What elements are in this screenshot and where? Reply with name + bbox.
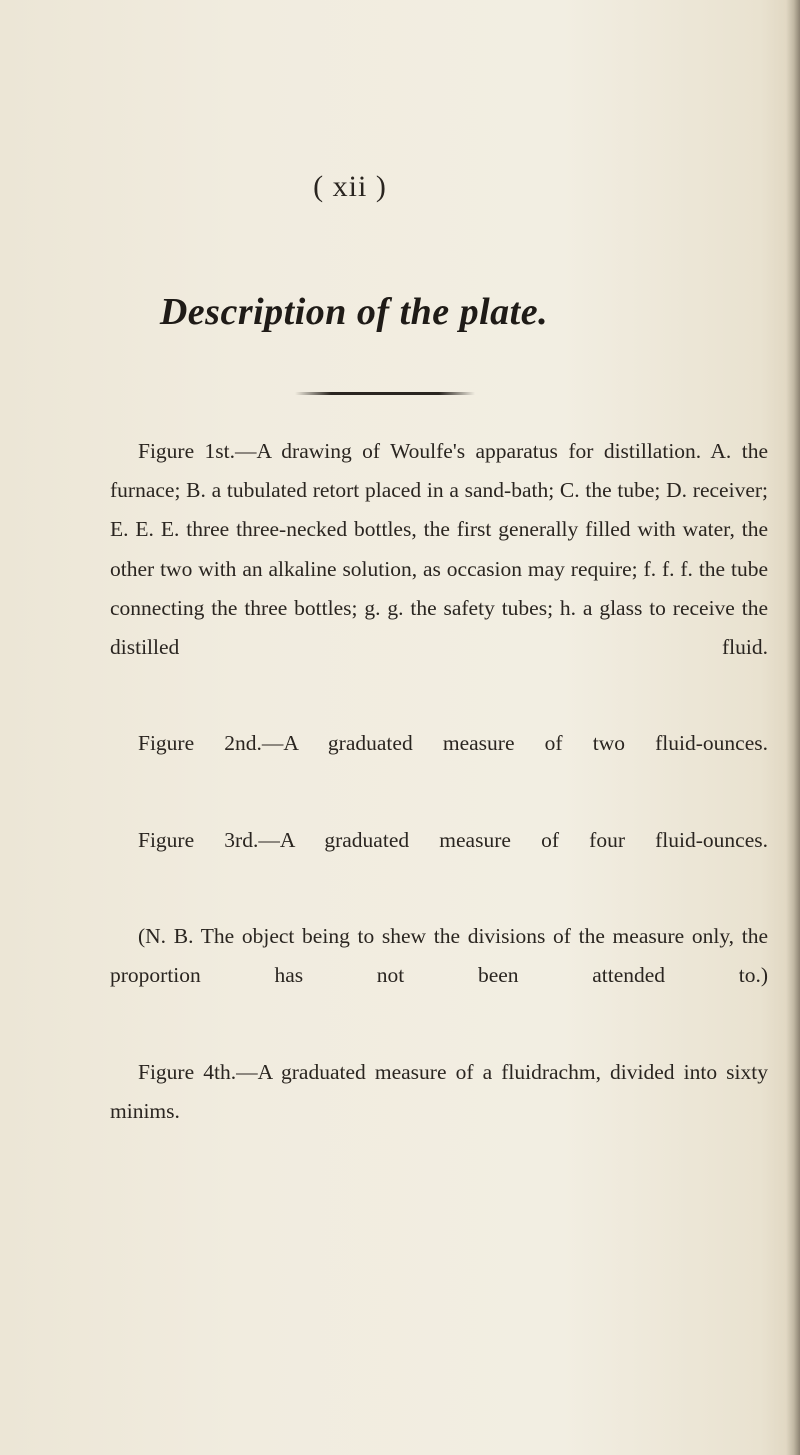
page-edge-shadow [786,0,800,1455]
description-text [110,432,768,1170]
page-number: ( xii ) [313,170,387,203]
paragraph-figure-2: Figure 2nd.—A graduated measure of two fluid-ounces. [138,731,768,756]
paragraph-figure-3: Figure 3rd.—A graduated measure of four fluid-ounces. [138,827,768,852]
paragraph-figure-1: Figure 1st.—A drawing of Woulfe's apparatus for distillation. A. the furnace; B. a tubulated retort placed in a sand-bath; C. the tube; D. receiver; E. E. E. three three-necked bottles, the first generally filled with water, the other two with an alkaline solution, as occasion may require; f. f. f. the tube connecting the three bottles; g. g. the safety tubes; h. a glass to receive the distilled fluid. [110,439,768,660]
paragraph-note: (N. B. The object being to shew the divisions of the measure only, the proportion has not been attended to.) [110,924,768,988]
page-heading: Description of the plate. [159,291,549,333]
paragraph-figure-4: Figure 4th.—A graduated measure of a fluidrachm, divided into sixty minims. [110,1059,768,1124]
heading-rule [295,392,475,395]
